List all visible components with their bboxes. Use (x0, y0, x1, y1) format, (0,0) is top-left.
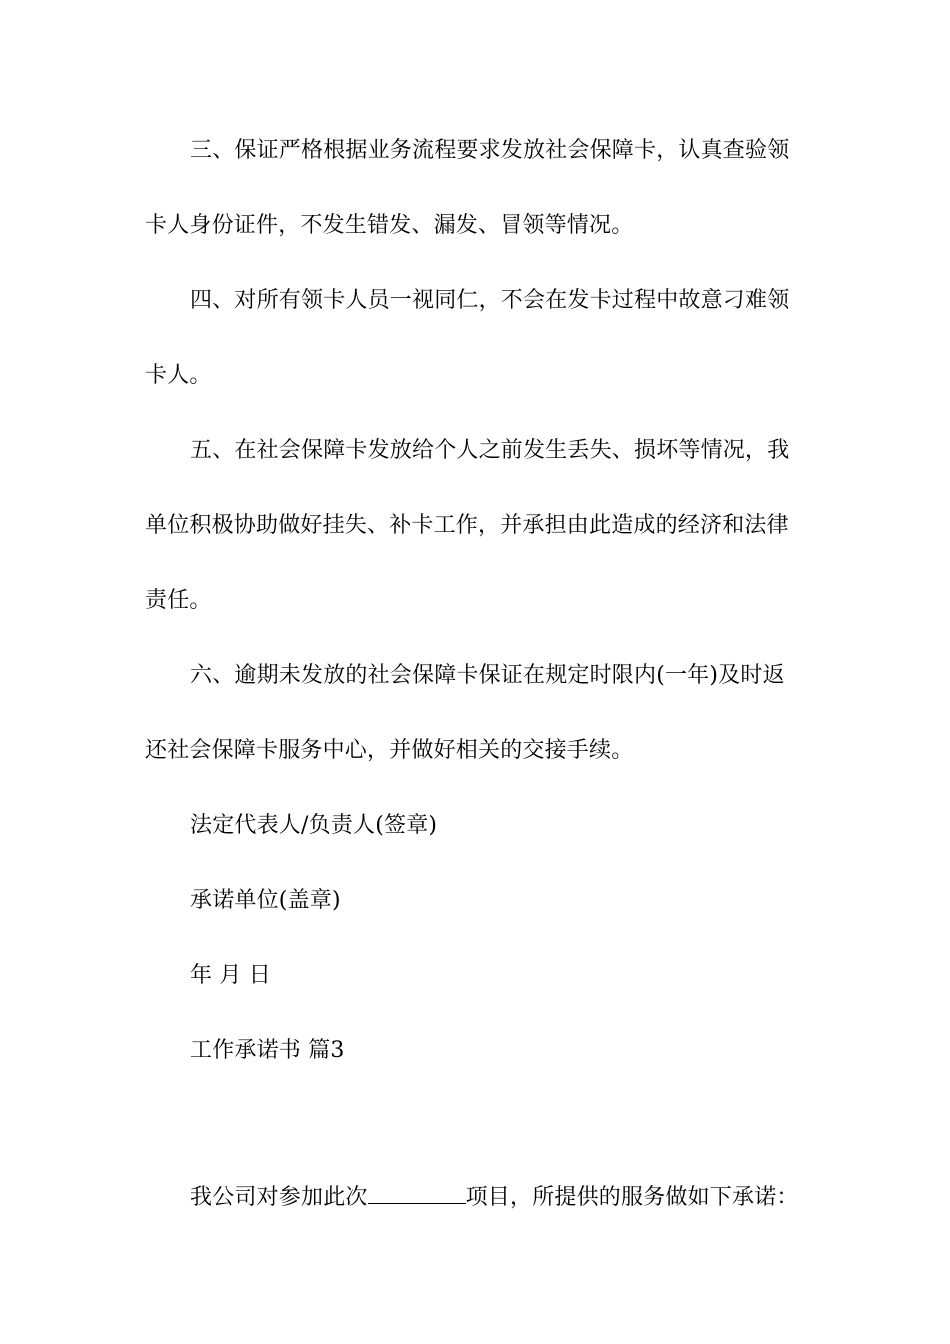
paragraph-3-line-1: 三、保证严格根据业务流程要求发放社会保障卡，认真查验领 (190, 138, 790, 163)
date-line: 年 月 日 (190, 963, 271, 988)
paragraph-3-line-2: 卡人身份证件，不发生错发、漏发、冒领等情况。 (145, 213, 634, 238)
project-name-blank (368, 1185, 466, 1204)
commitment-intro (190, 1183, 810, 1213)
paragraph-5-line-2: 单位积极协助做好挂失、补卡工作，并承担由此造成的经济和法律 (145, 513, 789, 538)
section-title: 工作承诺书 篇3 (190, 1038, 345, 1063)
paragraph-5-line-1: 五、在社会保障卡发放给个人之前发生丢失、损坏等情况，我 (190, 438, 790, 463)
paragraph-6-line-1: 六、逾期未发放的社会保障卡保证在规定时限内(一年)及时返 (190, 663, 785, 688)
paragraph-4-line-1: 四、对所有领卡人员一视同仁，不会在发卡过程中故意刁难领 (190, 288, 790, 313)
paragraph-6-line-2: 还社会保障卡服务中心，并做好相关的交接手续。 (145, 738, 634, 763)
paragraph-5-line-3: 责任。 (145, 588, 212, 613)
commitment-intro-before: 我公司对参加此次 (190, 1185, 368, 1210)
commitment-intro-after: 项目，所提供的服务做如下承诺： (465, 1185, 799, 1210)
paragraph-4-line-2: 卡人。 (145, 363, 212, 388)
legal-representative-signature: 法定代表人/负责人(签章) (190, 813, 438, 838)
committing-unit-seal: 承诺单位(盖章) (190, 888, 341, 913)
